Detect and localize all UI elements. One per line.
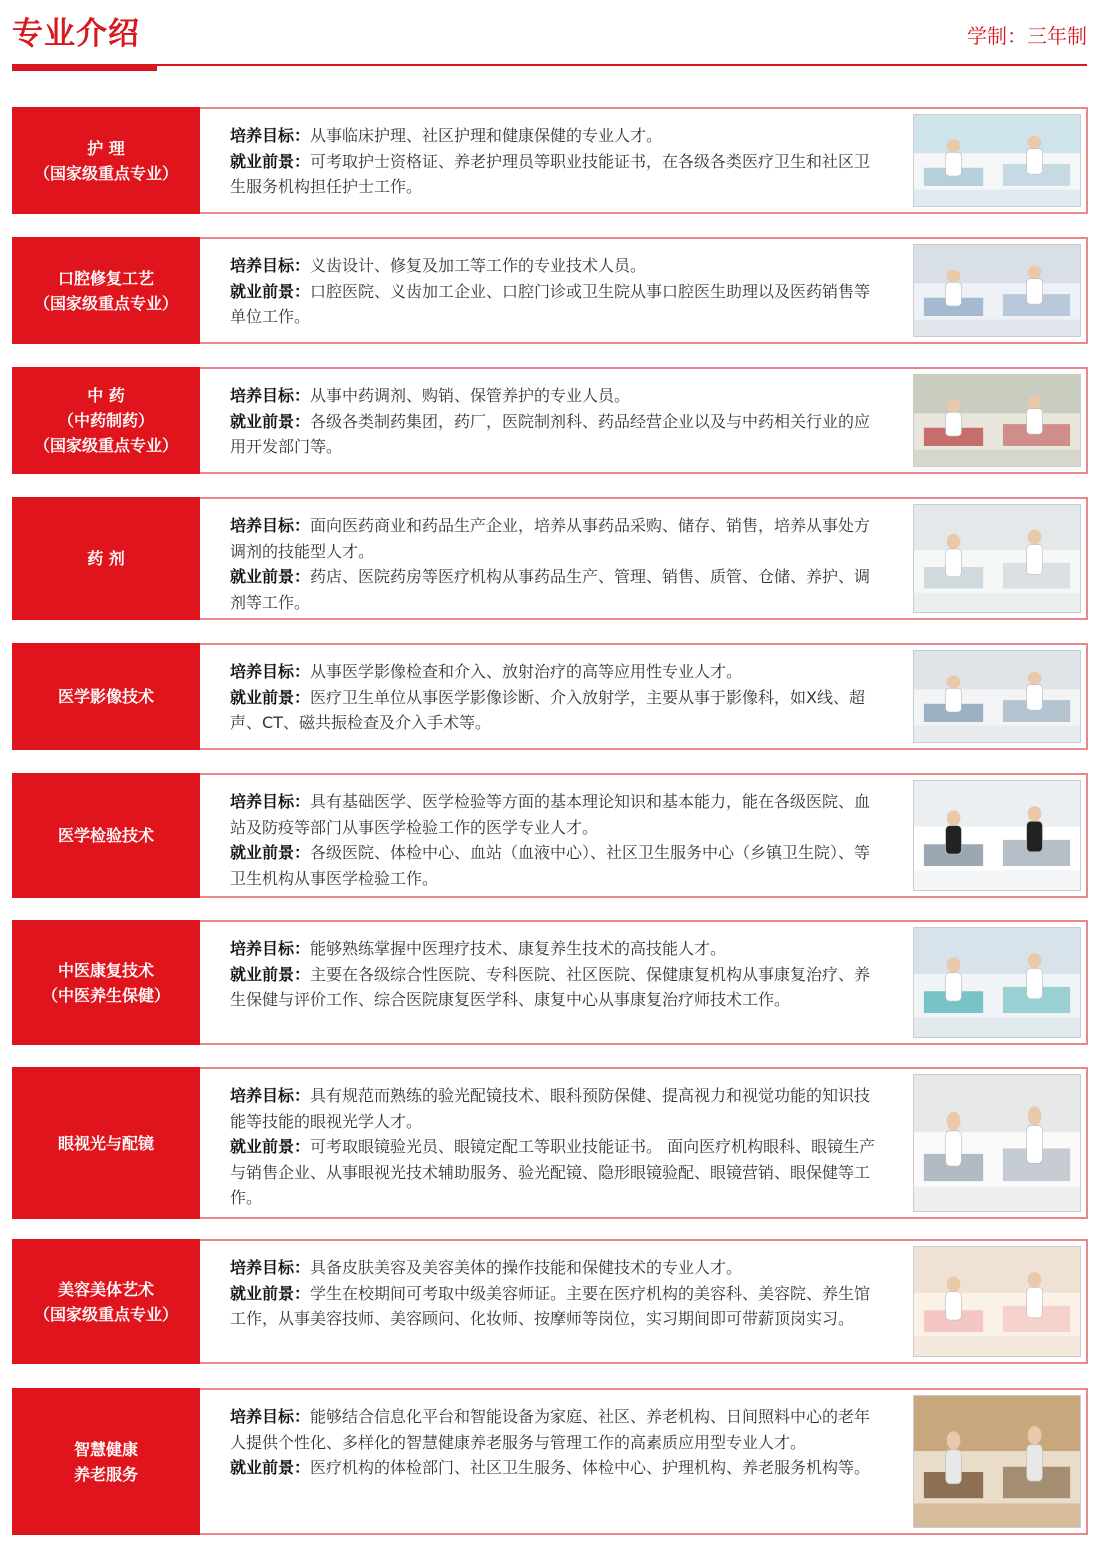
major-row: [12, 773, 1088, 898]
major-description: [230, 1083, 880, 1211]
training-goal: [230, 253, 880, 279]
career-prospects-label: 就业前景：: [230, 1458, 311, 1477]
major-name-line: 中 药: [87, 386, 125, 405]
optometry-photo: [913, 1074, 1081, 1212]
career-prospects-label: 就业前景：: [230, 151, 311, 171]
major-name-line: （中药制药）: [57, 411, 154, 430]
elderly-care-photo: [913, 1395, 1081, 1528]
major-name-box: [12, 1067, 200, 1219]
major-name-line: （国家级重点专业）: [33, 1304, 178, 1324]
career-prospects-text: 医疗卫生单位从事医学影像诊断、介入放射学，主要从事于影像科，如X线、超声、CT、磁共振检查及介入手术等。: [230, 687, 865, 732]
major-name-line: （国家级重点专业）: [33, 163, 178, 183]
page-header: [0, 0, 1099, 75]
major-name-line: 眼视光与配镜: [57, 1133, 154, 1153]
major-row: [12, 367, 1088, 474]
training-goal: [230, 1255, 880, 1281]
major-description: [230, 1404, 880, 1481]
school-system-label: 学制：三年制: [967, 24, 1087, 48]
career-prospects-label: 就业前景：: [230, 964, 311, 984]
career-prospects-text: 各级各类制药集团，药厂，医院制剂科、药品经营企业以及与中药相关行业的应用开发部门等。: [230, 411, 871, 456]
major-row: [12, 237, 1088, 344]
career-prospects-label: 就业前景：: [230, 281, 311, 301]
major-name-box: [12, 107, 200, 214]
major-row: [12, 497, 1088, 620]
training-goal-label: 培养目标：: [230, 1407, 311, 1426]
career-prospects-text: 学生在校期间可考取中级美容师证。主要在医疗机构的美容科、美容院、养生馆工作，从事美容技师、美容顾问、化妆师、按摩师等岗位，实习期间即可带薪顶岗实习。: [230, 1283, 871, 1328]
major-name-line: 医学检验技术: [57, 826, 154, 845]
training-goal-label: 培养目标：: [230, 792, 311, 811]
training-goal-label: 培养目标：: [230, 662, 311, 681]
page-title: 专业介绍: [12, 16, 140, 52]
career-prospects: [230, 1455, 880, 1481]
career-prospects-label: 就业前景：: [230, 1137, 311, 1156]
training-goal-label: 培养目标：: [230, 256, 311, 275]
major-description: [230, 659, 880, 736]
pharmacy-lab-photo: [913, 504, 1081, 613]
training-goal: [230, 1404, 880, 1455]
training-goal: [230, 789, 880, 840]
major-row: [12, 1239, 1088, 1364]
training-goal-text: 能够结合信息化平台和智能设备为家庭、社区、养老机构、日间照料中心的老年人提供个性化、多样化的智慧健康养老服务与管理工作的高素质应用型专业人才。: [230, 1407, 871, 1452]
career-prospects: [230, 840, 880, 891]
career-prospects-text: 医疗机构的体检部门、社区卫生服务、体检中心、护理机构、养老服务机构等。: [310, 1458, 871, 1477]
training-goal-label: 培养目标：: [230, 386, 311, 405]
career-prospects-text: 药店、医院药房等医疗机构从事药品生产、管理、销售、质管、仓储、养护、调剂等工作。: [230, 567, 871, 612]
training-goal-text: 具备皮肤美容及美容美体的操作技能和保健技术的专业人才。: [310, 1258, 743, 1277]
training-goal-label: 培养目标：: [230, 1086, 311, 1105]
major-name-box: [12, 773, 200, 898]
rehab-therapy-photo: [913, 927, 1081, 1038]
major-name-box: [12, 643, 200, 750]
major-name-box: [12, 497, 200, 620]
career-prospects: [230, 564, 880, 615]
career-prospects: [230, 962, 880, 1013]
career-prospects-text: 各级医院、体检中心、血站（血液中心）、社区卫生服务中心（乡镇卫生院）、等卫生机构从事医学检验工作。: [230, 843, 871, 888]
career-prospects-label: 就业前景：: [230, 843, 311, 862]
training-goal: [230, 936, 880, 962]
major-description: [230, 1255, 880, 1332]
major-name-line: 中医康复技术: [57, 960, 154, 980]
career-prospects-label: 就业前景：: [230, 687, 311, 707]
major-name-line: 护 理: [87, 138, 125, 158]
major-name-line: 智慧健康: [73, 1439, 138, 1459]
training-goal-text: 能够熟练掌握中医理疗技术、康复养生技术的高技能人才。: [310, 939, 727, 958]
training-goal: [230, 383, 880, 409]
major-description: [230, 123, 880, 200]
major-name-line: （国家级重点专业）: [33, 293, 178, 313]
major-row: [12, 107, 1088, 214]
career-prospects-text: 可考取眼镜验光员、眼镜定配工等职业技能证书。 面向医疗机构眼科、眼镜生产与销售企业、从事眼视光技术辅助服务、验光配镜、隐形眼镜验配、眼镜营销、眼保健等工作。: [230, 1137, 876, 1207]
major-description: [230, 253, 880, 330]
major-row: [12, 1388, 1088, 1535]
career-prospects: [230, 1134, 880, 1211]
career-prospects: [230, 1281, 880, 1332]
career-prospects-label: 就业前景：: [230, 411, 311, 431]
training-goal: [230, 659, 880, 685]
major-description: [230, 936, 880, 1013]
training-goal: [230, 123, 880, 149]
chinese-medicine-lab-photo: [913, 374, 1081, 467]
career-prospects-text: 主要在各级综合性医院、专科医院、社区医院、保健康复机构从事康复治疗、养生保健与评价工作、综合医院康复医学科、康复中心从事康复治疗师技术工作。: [230, 964, 871, 1009]
major-row: [12, 1067, 1088, 1219]
nursing-ward-photo: [913, 114, 1081, 207]
ct-scanner-photo: [913, 650, 1081, 743]
training-goal-label: 培养目标：: [230, 516, 311, 535]
training-goal-label: 培养目标：: [230, 126, 311, 145]
major-name-box: [12, 367, 200, 474]
major-description: [230, 513, 880, 615]
training-goal-text: 义齿设计、修复及加工等工作的专业技术人员。: [310, 256, 647, 275]
beauty-salon-photo: [913, 1246, 1081, 1357]
major-description: [230, 383, 880, 460]
training-goal: [230, 513, 880, 564]
major-name-line: （国家级重点专业）: [33, 436, 178, 455]
training-goal-text: 具有基础医学、医学检验等方面的基本理论知识和基本能力，能在各级医院、血站及防疫等部门从事医学检验工作的医学专业人才。: [230, 792, 871, 837]
career-prospects-text: 可考取护士资格证、养老护理员等职业技能证书，在各级各类医疗卫生和社区卫生服务机构担任护士工作。: [230, 151, 871, 196]
major-name-line: 医学影像技术: [57, 687, 154, 706]
training-goal-label: 培养目标：: [230, 939, 311, 958]
major-row: [12, 643, 1088, 750]
career-prospects: [230, 685, 880, 736]
major-description: [230, 789, 880, 891]
header-rule: [12, 64, 1087, 66]
major-name-box: [12, 1239, 200, 1364]
major-row: [12, 920, 1088, 1045]
training-goal: [230, 1083, 880, 1134]
major-name-line: 口腔修复工艺: [57, 268, 154, 288]
major-name-line: 养老服务: [73, 1464, 138, 1484]
career-prospects: [230, 409, 880, 460]
training-goal-text: 从事中药调剂、购销、保管养护的专业人员。: [310, 386, 631, 405]
career-prospects-label: 就业前景：: [230, 1283, 311, 1303]
career-prospects-text: 口腔医院、义齿加工企业、口腔门诊或卫生院从事口腔医生助理以及医药销售等单位工作。: [230, 281, 871, 326]
major-name-box: [12, 237, 200, 344]
major-name-line: 药 剂: [87, 549, 125, 568]
major-name-line: 美容美体艺术: [57, 1279, 154, 1299]
dental-lab-photo: [913, 244, 1081, 337]
training-goal-label: 培养目标：: [230, 1258, 311, 1277]
career-prospects: [230, 279, 880, 330]
training-goal-text: 具有规范而熟练的验光配镜技术、眼科预防保健、提高视力和视觉功能的知识技能等技能的眼视光学人才。: [230, 1086, 871, 1131]
lab-testing-photo: [913, 780, 1081, 891]
training-goal-text: 从事医学影像检查和介入、放射治疗的高等应用性专业人才。: [310, 662, 743, 681]
career-prospects-label: 就业前景：: [230, 567, 311, 586]
header-rule-accent: [12, 64, 157, 71]
training-goal-text: 面向医药商业和药品生产企业，培养从事药品采购、储存、销售，培养从事处方调剂的技能型人才。: [230, 516, 871, 561]
career-prospects: [230, 149, 880, 200]
training-goal-text: 从事临床护理、社区护理和健康保健的专业人才。: [310, 126, 663, 145]
major-name-line: （中医养生保健）: [41, 985, 170, 1005]
major-name-box: [12, 920, 200, 1045]
major-name-box: [12, 1388, 200, 1535]
